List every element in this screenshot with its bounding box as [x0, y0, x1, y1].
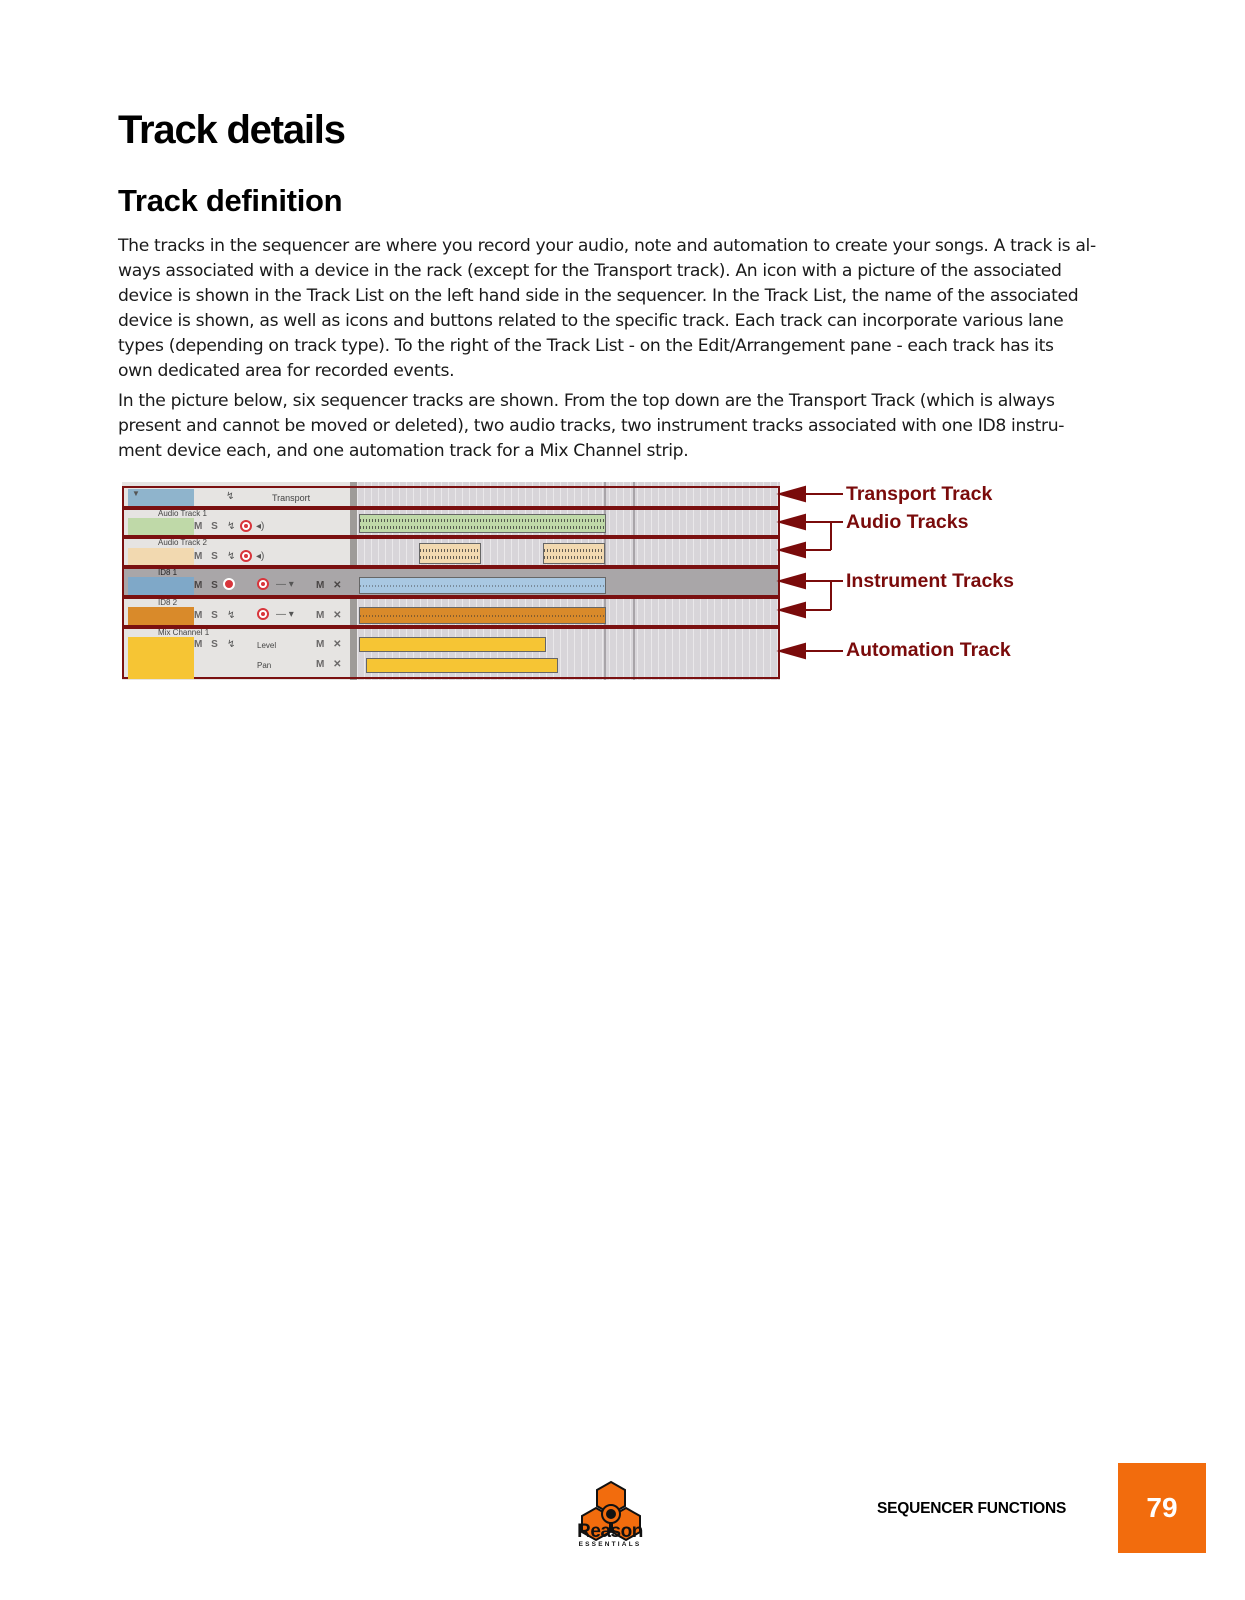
- section-title: Track definition: [118, 183, 343, 218]
- lane-dropdown-icon[interactable]: — ▾: [276, 579, 294, 590]
- footer-section-name: SEQUENCER FUNCTIONS: [877, 1500, 1067, 1517]
- record-enable-icon[interactable]: [223, 578, 235, 590]
- lane-mute-delete-buttons[interactable]: M ✕: [316, 580, 345, 591]
- paragraph-line: In the picture below, six sequencer tracks are shown. From the top down are the Transport Track (which is always: [118, 391, 1055, 411]
- mute-solo-buttons[interactable]: M S: [194, 551, 221, 562]
- callout-automation-track: Automation Track: [846, 639, 1011, 661]
- automation-clip[interactable]: [366, 658, 558, 673]
- callout-transport-track: Transport Track: [846, 483, 993, 505]
- lane-dropdown-icon[interactable]: — ▾: [276, 609, 294, 620]
- audio-track-icon: [128, 518, 194, 535]
- track-name: Transport: [272, 493, 311, 503]
- record-enable-icon[interactable]: [240, 550, 252, 562]
- picture-description-paragraph: [118, 389, 1118, 464]
- audio-track-icon: [128, 548, 194, 565]
- automation-icon[interactable]: ↯: [227, 521, 236, 532]
- arrow-head-icon: [780, 543, 805, 557]
- paragraph-line: ways associated with a device in the rack (except for the Transport track). An icon with a picture of the associated: [118, 261, 1062, 281]
- audio-clip[interactable]: [543, 543, 605, 564]
- track-name: Audio Track 2: [158, 538, 207, 547]
- mute-solo-buttons[interactable]: M S: [194, 521, 221, 532]
- paragraph-line: types (depending on track type). To the right of the Track List - on the Edit/Arrangement pane - each track has its: [118, 336, 1054, 356]
- arrow-head-icon: [780, 574, 805, 588]
- lane-mute-delete-buttons[interactable]: M ✕: [316, 610, 345, 621]
- arrow-head-icon: [780, 515, 805, 529]
- record-button-icon[interactable]: [257, 578, 269, 590]
- arrow-head-icon: [780, 603, 805, 617]
- track-name: Audio Track 1: [158, 509, 207, 518]
- instrument-track-1-row[interactable]: [122, 567, 780, 597]
- arrow-head-icon: [780, 487, 805, 501]
- automation-icon[interactable]: ↯: [227, 551, 236, 562]
- mute-solo-buttons[interactable]: M S: [194, 580, 221, 591]
- record-button-icon[interactable]: [257, 608, 269, 620]
- mix-channel-icon: [128, 637, 194, 679]
- audio-track-1-row[interactable]: [122, 508, 780, 537]
- mute-solo-buttons[interactable]: M S: [194, 639, 221, 650]
- lane-mute-delete-buttons[interactable]: M ✕: [316, 639, 345, 650]
- sequencer-screenshot: [122, 482, 780, 680]
- record-enable-icon[interactable]: [240, 520, 252, 532]
- paragraph-line: The tracks in the sequencer are where you record your audio, note and automation to create your songs. A track is al-: [118, 236, 1096, 256]
- instrument-track-2-row[interactable]: [122, 597, 780, 627]
- audio-clip[interactable]: [359, 514, 606, 533]
- note-clip[interactable]: [359, 607, 606, 624]
- paragraph-line: own dedicated area for recorded events.: [118, 361, 455, 381]
- audio-clip[interactable]: [419, 543, 481, 564]
- id8-device-icon: [128, 607, 194, 625]
- automation-icon[interactable]: ↯: [226, 491, 235, 502]
- automation-clip[interactable]: [359, 637, 546, 652]
- arrow-head-icon: [780, 644, 805, 658]
- transport-track-row[interactable]: [122, 486, 780, 508]
- automation-icon[interactable]: ↯: [227, 610, 236, 621]
- automation-icon[interactable]: ↯: [227, 639, 236, 650]
- fold-triangle-icon[interactable]: ▼: [132, 489, 140, 498]
- audio-track-2-row[interactable]: [122, 537, 780, 567]
- note-clip[interactable]: [359, 577, 606, 594]
- logo-subtitle: ESSENTIALS: [578, 1541, 642, 1548]
- automation-track-row[interactable]: [122, 627, 780, 679]
- callout-arrows: [775, 482, 855, 672]
- paragraph-line: ment device each, and one automation track for a Mix Channel strip.: [118, 441, 689, 461]
- page-number: 79: [1146, 1492, 1178, 1523]
- track-name: ID8 2: [158, 598, 178, 607]
- lane-mute-delete-buttons[interactable]: M ✕: [316, 659, 345, 670]
- speaker-icon[interactable]: ◂): [256, 551, 265, 562]
- callout-instrument-tracks: Instrument Tracks: [846, 570, 1014, 592]
- paragraph-line: device is shown in the Track List on the left hand side in the sequencer. In the Track List, the name of the associated: [118, 286, 1079, 306]
- paragraph-line: present and cannot be moved or deleted), two audio tracks, two instrument tracks associated with one ID8 instru-: [118, 416, 1065, 436]
- page-title: Track details: [118, 108, 345, 152]
- callout-audio-tracks: Audio Tracks: [846, 511, 969, 533]
- mute-solo-buttons[interactable]: M S: [194, 610, 221, 621]
- lane-name-pan: Pan: [257, 661, 272, 670]
- id8-device-icon: [128, 577, 194, 595]
- speaker-icon[interactable]: ◂): [256, 521, 265, 532]
- track-name: Mix Channel 1: [158, 628, 210, 637]
- track-name: ID8 1: [158, 568, 178, 577]
- paragraph-line: device is shown, as well as icons and buttons related to the specific track. Each track can incorporate various lane: [118, 311, 1064, 331]
- logo-wordmark: Reason: [577, 1521, 643, 1542]
- intro-paragraph: [118, 234, 1118, 384]
- lane-name-level: Level: [257, 641, 277, 650]
